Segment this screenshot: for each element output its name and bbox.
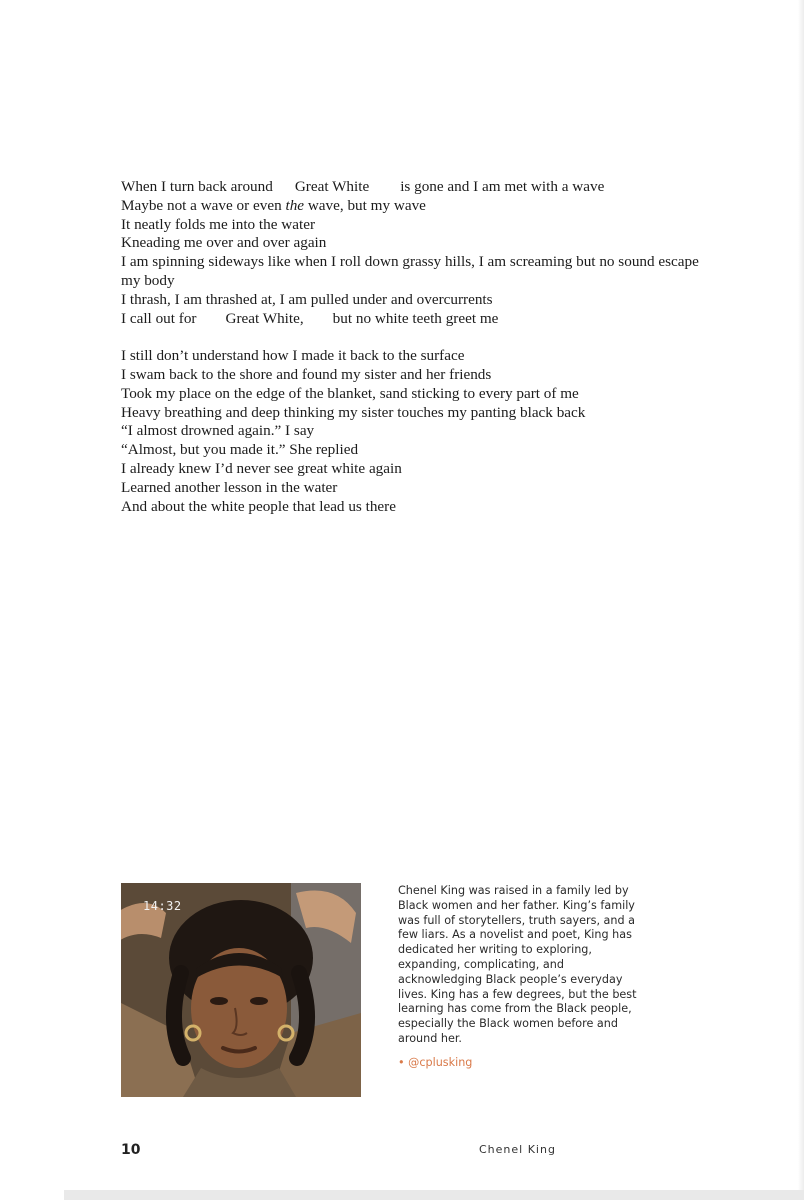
page-number: 10 [121,1142,141,1158]
author-portrait-illustration [121,883,361,1097]
poem-line: I still don’t understand how I made it back to the surface [121,347,465,365]
poem-line: Heavy breathing and deep thinking my sister touches my panting black back [121,403,586,421]
poem-line: I call out for Great White, but no white teeth greet me [121,309,499,327]
stanza-break [121,328,701,347]
poem-line: Took my place on the edge of the blanket, sand sticking to every part of me [121,384,579,402]
photo-timestamp: 14:32 [143,899,182,913]
poem-line: And about the white people that lead us there [121,497,396,515]
page-edge [798,0,804,1200]
poem-line: It neatly folds me into the water [121,215,316,233]
poem-line: Kneading me over and over again [121,234,327,252]
poem-line: I thrash, I am thrashed at, I am pulled under and overcurrents [121,290,493,308]
poem-line: When I turn back around Great White is gone and I am met with a wave [121,178,605,195]
running-author: Chenel King [479,1143,556,1156]
author-bio: Chenel King was raised in a family led by Black women and her father. King’s family was full of storytellers, truth sayers, and a few liars. As a novelist and poet, King has dedicated her writing to exploring, expanding, complicating, and acknowledging Black people’s everyday lives. King has a few degrees, but the best learning has come from the Black people, especially the Black women before and around her. [398,884,637,1045]
poem-line: “Almost, but you made it.” She replied [121,441,359,459]
social-handle-link[interactable]: • @cplusking [398,1056,473,1069]
bottom-strip [64,1190,804,1200]
poem-line: I am spinning sideways like when I roll down grassy hills, I am screaming but no sound escape my body [121,253,699,289]
poem-line: Learned another lesson in the water [121,478,338,496]
poem-line: I swam back to the shore and found my sister and her friends [121,365,492,383]
poem-line: “I almost drowned again.” I say [121,422,315,440]
poem-line: Maybe not a wave or even the wave, but my wave [121,196,426,214]
poem-line: I already knew I’d never see great white again [121,459,402,477]
poem [121,178,701,516]
author-photo [121,883,361,1097]
